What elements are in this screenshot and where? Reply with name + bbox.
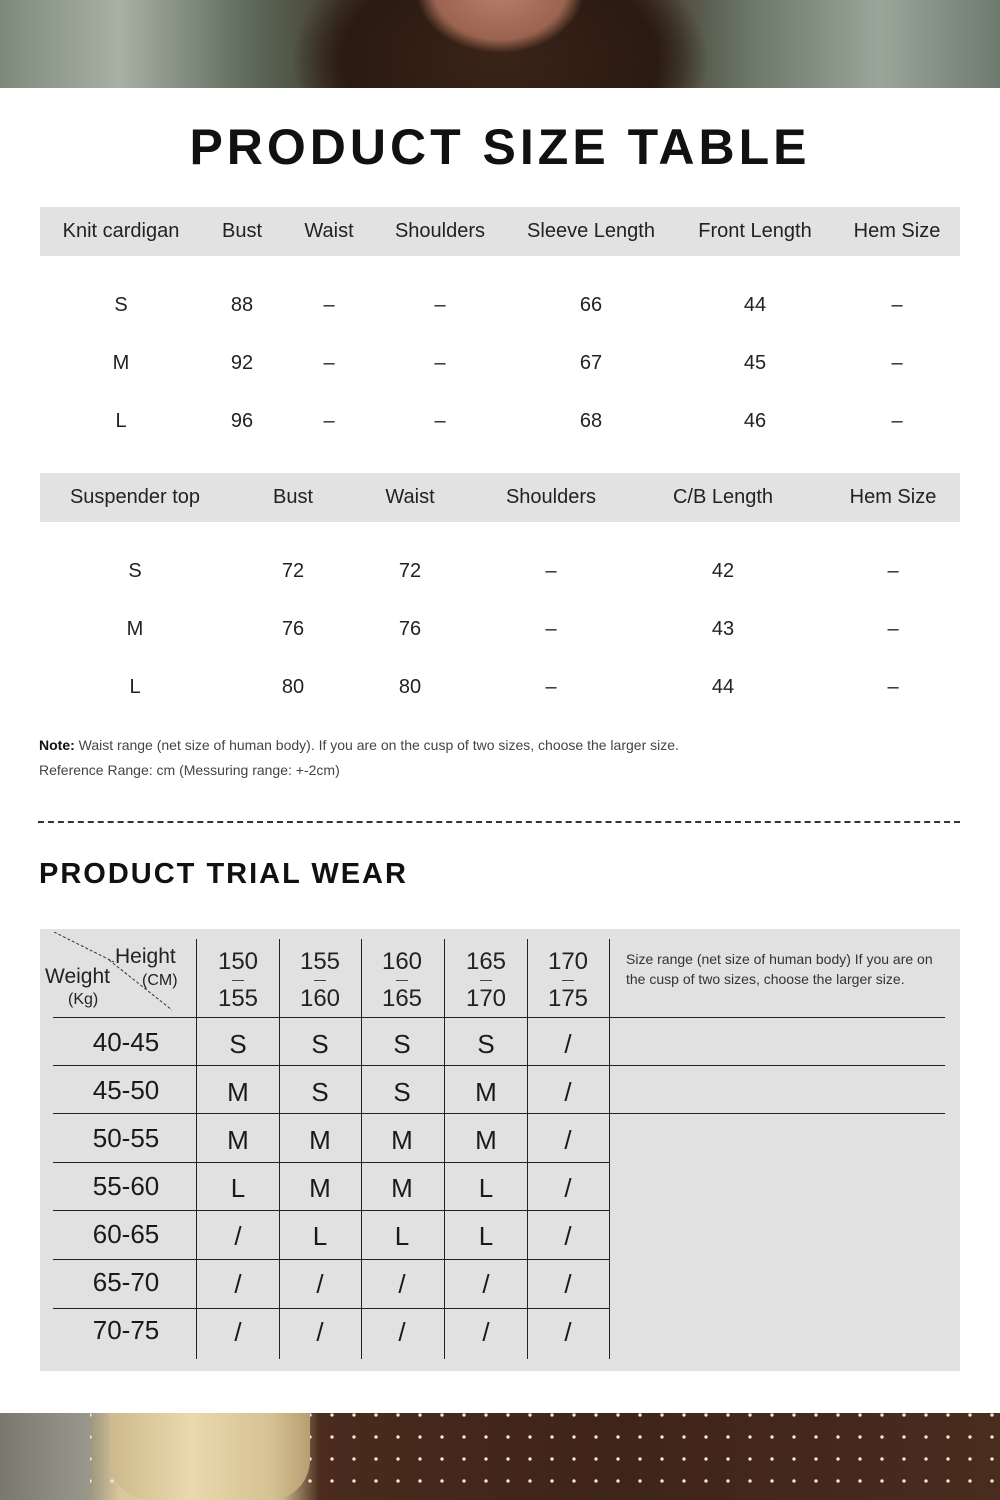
size-cell: / [234, 1269, 242, 1299]
size-cell: S [393, 1029, 411, 1059]
height-range-from: 155 [299, 948, 341, 975]
table-cell: – [434, 294, 446, 316]
height-range-to: 170 [465, 985, 507, 1012]
size-cell: / [564, 1269, 572, 1299]
grid-line [361, 939, 362, 1359]
table-cell: 96 [230, 410, 254, 432]
header-cell: Hem Size [849, 486, 937, 508]
table-cell: 76 [281, 618, 305, 640]
grid-line [53, 1308, 609, 1309]
table-row [40, 290, 960, 320]
table-cell: – [323, 410, 335, 432]
table-cell: M [112, 352, 130, 374]
table-cell: S [114, 294, 128, 316]
table-cell: 67 [579, 352, 603, 374]
range-dash [314, 980, 326, 981]
weight-range: 55-60 [92, 1171, 160, 1201]
table-cell: 76 [398, 618, 422, 640]
grid-line [53, 1065, 945, 1066]
grid-line [279, 939, 280, 1359]
weight-range: 45-50 [92, 1075, 160, 1105]
weight-axis-label: Weight [45, 965, 110, 988]
table-cell: 44 [711, 676, 735, 698]
table-cell: – [323, 352, 335, 374]
size-cell: L [394, 1221, 410, 1251]
size-cell: / [316, 1317, 324, 1347]
height-axis-label: Height [115, 945, 176, 968]
size-cell: M [309, 1173, 331, 1203]
table-cell: 43 [711, 618, 735, 640]
note-label: Note: [39, 737, 75, 753]
suspender-size-table [40, 473, 960, 698]
page-title: PRODUCT SIZE TABLE [189, 119, 811, 175]
table-cell: 68 [579, 410, 603, 432]
size-cell: S [477, 1029, 495, 1059]
header-cell: Sleeve Length [527, 220, 655, 242]
table-cell: 66 [579, 294, 603, 316]
table-cell: – [891, 352, 903, 374]
size-cell: M [227, 1125, 249, 1155]
header-cell: Front Length [698, 220, 812, 242]
weight-range: 40-45 [92, 1027, 160, 1057]
range-dash [480, 980, 492, 981]
size-cell: / [234, 1221, 242, 1251]
size-cell: / [564, 1173, 572, 1203]
size-cell: / [482, 1317, 490, 1347]
size-cell: M [391, 1125, 413, 1155]
range-dash [396, 980, 408, 981]
size-range-note: Size range (net size of human body) If you are on the cusp of two sizes, choose the larger size. [626, 951, 933, 987]
cardigan-size-table [40, 207, 960, 432]
size-cell: M [475, 1077, 497, 1107]
header-cell: Bust [272, 486, 314, 508]
height-range-to: 155 [217, 985, 259, 1012]
header-cell: Shoulders [394, 220, 486, 242]
grid-line [53, 1162, 609, 1163]
weight-range: 65-70 [92, 1267, 160, 1297]
grid-line [53, 1259, 609, 1260]
table-cell: 72 [398, 560, 422, 582]
size-cell: / [564, 1317, 572, 1347]
grid-line [444, 939, 445, 1359]
size-cell: M [309, 1125, 331, 1155]
table-cell: 46 [743, 410, 767, 432]
table-cell: 42 [711, 560, 735, 582]
table-cell: – [887, 676, 899, 698]
grid-line [609, 939, 610, 1359]
range-dash [232, 980, 244, 981]
table-cell: – [891, 294, 903, 316]
top-photo-strip [0, 0, 1000, 88]
header-cell: Suspender top [69, 486, 201, 508]
weight-range: 60-65 [92, 1219, 160, 1249]
table-row [40, 556, 960, 586]
table-row [40, 614, 960, 644]
size-cell: L [230, 1173, 246, 1203]
size-cell: / [482, 1269, 490, 1299]
table-cell: 92 [230, 352, 254, 374]
trial-wear-title: PRODUCT TRIAL WEAR [39, 858, 408, 890]
height-range-to: 165 [381, 985, 423, 1012]
height-unit-label: (CM) [142, 972, 178, 989]
size-cell: M [391, 1173, 413, 1203]
size-cell: M [227, 1077, 249, 1107]
suspender-table-header [40, 473, 960, 522]
table-cell: – [434, 410, 446, 432]
size-cell: / [316, 1269, 324, 1299]
grid-line [196, 939, 197, 1359]
table-cell: 44 [743, 294, 767, 316]
table-cell: S [128, 560, 142, 582]
height-range-from: 165 [465, 948, 507, 975]
table-cell: – [887, 560, 899, 582]
header-cell: Bust [221, 220, 263, 242]
note-line-1 [39, 737, 679, 753]
weight-unit-label: (Kg) [68, 991, 99, 1008]
header-cell: C/B Length [672, 486, 774, 508]
size-cell: / [564, 1125, 572, 1155]
section-divider [38, 821, 960, 823]
size-cell: / [398, 1317, 406, 1347]
size-cell: L [478, 1173, 494, 1203]
weight-range: 50-55 [92, 1123, 160, 1153]
table-cell: – [545, 618, 557, 640]
height-range-from: 150 [217, 948, 259, 975]
size-cell: L [478, 1221, 494, 1251]
table-cell: 45 [743, 352, 767, 374]
size-cell: / [564, 1077, 572, 1107]
size-cell: S [393, 1077, 411, 1107]
table-cell: – [891, 410, 903, 432]
size-cell: / [234, 1317, 242, 1347]
size-cell: / [398, 1269, 406, 1299]
table-cell: 80 [398, 676, 422, 698]
size-cell: / [564, 1029, 572, 1059]
bottom-photo-strip [0, 1413, 1000, 1500]
size-cell: S [229, 1029, 247, 1059]
size-cell: M [475, 1125, 497, 1155]
table-cell: – [545, 560, 557, 582]
size-cell: L [312, 1221, 328, 1251]
weight-range: 70-75 [92, 1315, 160, 1345]
header-cell: Shoulders [505, 486, 597, 508]
grid-line [53, 1113, 945, 1114]
table-cell: – [434, 352, 446, 374]
table-cell: – [545, 676, 557, 698]
table-cell: 88 [230, 294, 254, 316]
header-cell: Waist [304, 220, 354, 242]
size-cell: S [311, 1029, 329, 1059]
table-cell: 72 [281, 560, 305, 582]
table-cell: L [115, 410, 127, 432]
table-row [40, 406, 960, 436]
table-cell: – [887, 618, 899, 640]
header-cell: Waist [385, 486, 435, 508]
trial-wear-table [40, 929, 960, 1371]
table-cell: – [323, 294, 335, 316]
table-row [40, 672, 960, 702]
table-cell: L [129, 676, 141, 698]
note-text: Waist range (net size of human body). If you are on the cusp of two sizes, choose the larger size. [74, 737, 679, 753]
table-row [40, 348, 960, 378]
height-range-from: 170 [547, 948, 589, 975]
cardigan-table-header [40, 207, 960, 256]
height-range-to: 160 [299, 985, 341, 1012]
table-cell: 80 [281, 676, 305, 698]
range-dash [562, 980, 574, 981]
size-cell: S [311, 1077, 329, 1107]
grid-line [527, 939, 528, 1359]
note-line-2: Reference Range: cm (Messuring range: +-2cm) [39, 762, 340, 778]
size-cell: / [564, 1221, 572, 1251]
grid-line [53, 1017, 945, 1018]
header-cell: Knit cardigan [62, 220, 180, 242]
height-range-to: 175 [547, 985, 589, 1012]
height-range-from: 160 [381, 948, 423, 975]
grid-line [53, 1210, 609, 1211]
table-cell: M [126, 618, 144, 640]
header-cell: Hem Size [853, 220, 941, 242]
